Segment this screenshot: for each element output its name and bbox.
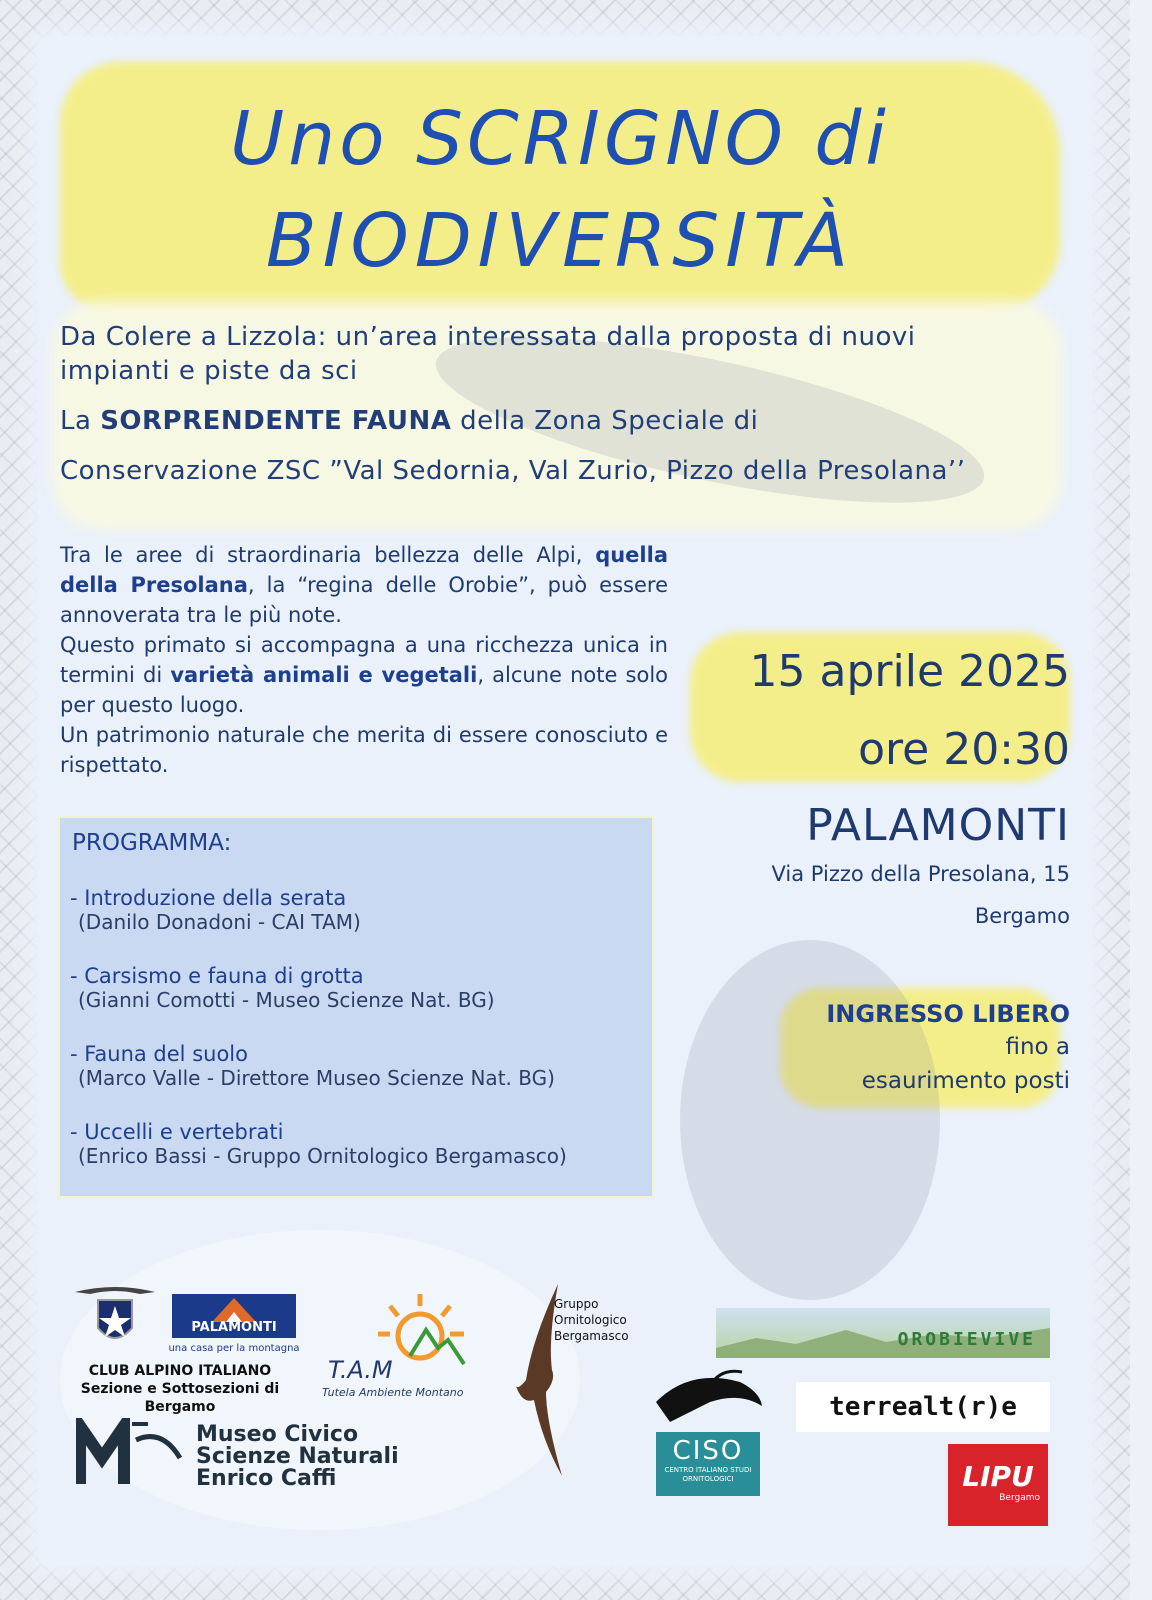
subtitle-line-4: Conservazione ZSC ”Val Sedornia, Val Zurio, Pizzo della Presolana’’ [60,456,966,486]
subtitle-line-1: Da Colere a Lizzola: un’area interessata dalla proposta di nuovi [60,322,916,352]
intro-text [60,540,668,780]
event-time: ore 20:30 [858,724,1070,775]
ciso-subtitle: CENTRO ITALIANO STUDI ORNITOLOGICI [664,1466,752,1483]
program-item-title: - Carsismo e fauna di grotta [70,964,364,988]
entry-note-2: esaurimento posti [861,1068,1070,1094]
program-item-speaker: (Marco Valle - Direttore Museo Scienze Nat. BG) [78,1066,555,1090]
program-item-title: - Fauna del suolo [70,1042,248,1066]
entry-label: INGRESSO LIBERO [826,1000,1070,1028]
subtitle-bold: SORPRENDENTE FAUNA [100,406,452,436]
cai-line-2: Sezione e Sottosezioni di Bergamo [80,1381,280,1415]
intro-p2-c: , alcune note solo per questo luogo. [60,663,669,717]
subtitle-line-2: impianti e piste da sci [60,356,358,386]
title-line-1: Uno SCRIGNO di [230,96,890,182]
program-item-speaker: (Danilo Donadoni - CAI TAM) [78,910,361,934]
event-date: 15 aprile 2025 [749,646,1070,697]
event-city: Bergamo [974,904,1070,928]
program-box [58,816,654,1198]
hoopoe-icon [650,1362,766,1432]
entry-note-1: fino a [1005,1034,1070,1060]
subtitle-prefix: La [60,406,101,436]
event-address: Via Pizzo della Presolana, 15 [771,862,1070,886]
intro-p2-bold: varietà animali e vegetali [170,663,478,687]
cai-emblem-icon [70,1282,160,1362]
event-venue: PALAMONTI [806,800,1070,851]
lipu-logo [948,1444,1048,1526]
cai-label [60,1362,300,1416]
museo-line-2: Scienze Naturali [196,1444,399,1469]
program-item-speaker: (Gianni Comotti - Museo Scienze Nat. BG) [78,988,495,1012]
program-item-title: - Introduzione della serata [70,886,347,910]
orobievive-logo [716,1308,1050,1358]
program-title: PROGRAMMA: [72,830,232,856]
ciso-logo [656,1432,760,1496]
program-item [70,886,361,934]
intro-p3: Un patrimonio naturale che merita di essere conosciuto e rispettato. [60,723,668,777]
museo-logo-icon [76,1418,186,1488]
intro-p1-a: Tra le aree di straordinaria bellezza delle Alpi, [60,543,596,567]
lipu-name: LIPU [962,1460,1034,1493]
ciso-name: CISO [672,1436,744,1466]
gob-label [554,1296,629,1344]
gob-line-3: Bergamasco [554,1329,629,1343]
intro-p2-a: Questo primato si accompagna a una ricchezza unica in termini di [60,633,668,687]
palamonti-name: PALAMONTI [191,1320,277,1335]
intro-p1-bold: quella della Presolana [60,543,668,597]
museo-line-3: Enrico Caffi [196,1466,337,1491]
chamois-silhouette [680,940,940,1300]
terrealtre-logo: terrealt(r)e [796,1382,1050,1432]
tam-label: T.A.M [328,1356,393,1384]
museo-line-1: Museo Civico [196,1422,359,1447]
program-item [70,1042,555,1090]
gob-line-1: Gruppo [554,1297,599,1311]
tam-subtitle: Tutela Ambiente Montano [322,1386,464,1399]
palamonti-tagline: una casa per la montagna [168,1343,300,1354]
lipu-city: Bergamo [999,1493,1040,1503]
subtitle-suffix: della Zona Speciale di [451,406,759,436]
title-line-2: BIODIVERSITÀ [265,198,855,284]
orobievive-name: OROBIEVIVE [897,1329,1036,1350]
gob-line-2: Ornitologico [554,1313,627,1327]
program-item-speaker: (Enrico Bassi - Gruppo Ornitologico Bergamasco) [78,1144,567,1168]
program-item-title: - Uccelli e vertebrati [70,1120,284,1144]
cai-line-1: CLUB ALPINO ITALIANO [88,1363,272,1379]
program-item [70,964,495,1012]
program-item [70,1120,567,1168]
intro-p1-c: , la “regina delle Orobie”, può essere annoverata tra le più note. [60,573,668,627]
museo-label [196,1424,399,1490]
mountain-icon [172,1294,296,1322]
subtitle-line-3 [60,404,1040,438]
